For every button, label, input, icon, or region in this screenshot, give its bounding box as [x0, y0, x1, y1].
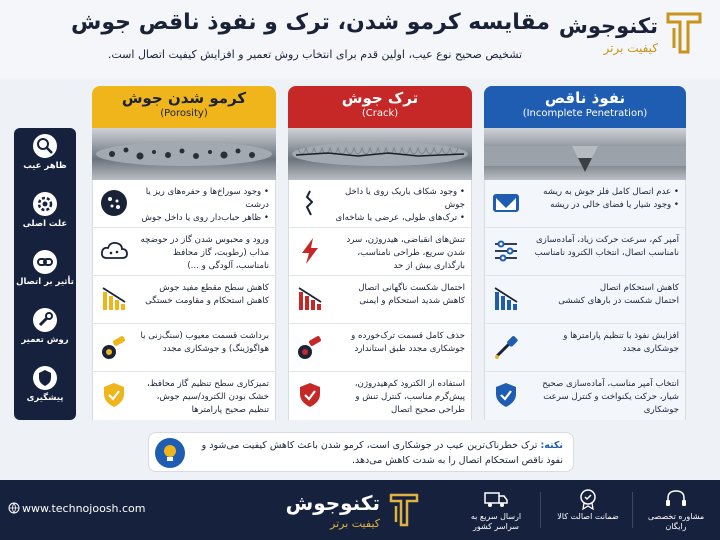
cell-crack-repair: حذف کامل قسمت ترک‌خورده و جوشکاری مجدد طبق استاندارد	[289, 324, 471, 372]
grinder-icon	[99, 332, 129, 362]
cell-porosity-effect: کاهش سطح مقطع مفید جوش کاهش استحکام و مقاومت خستگی	[93, 276, 275, 324]
lightning-icon	[295, 236, 325, 266]
weld-photo-incomplete-penetration	[484, 128, 686, 180]
magnifier-icon	[33, 134, 57, 158]
column-body-crack	[288, 180, 472, 420]
row-labels-sidebar	[14, 128, 76, 420]
row-label-repair: روش تعمیر	[14, 304, 76, 352]
dots-icon	[99, 188, 129, 218]
footer-divider	[632, 492, 633, 528]
header	[0, 0, 720, 78]
lightbulb-icon	[155, 438, 185, 468]
cell-incomplete-repair: افزایش نفوذ با تنظیم پارامترها و جوشکاری مجدد	[485, 324, 685, 372]
column-title: ترک جوش	[341, 89, 419, 107]
note-text	[191, 438, 563, 468]
decline-chart-icon	[295, 284, 325, 314]
shield-check-icon	[99, 380, 129, 410]
brand-logo[interactable]	[558, 8, 704, 58]
page-title: مقایسه کرمو شدن، ترک و نفوذ ناقص جوش	[71, 10, 550, 35]
decline-chart-icon	[491, 284, 521, 314]
feature-free-consulting: مشاوره تخصصی رایگان	[638, 488, 714, 534]
note-label: نکته:	[540, 440, 563, 451]
column-title: کرمو شدن جوش	[121, 89, 247, 107]
wrench-icon	[33, 308, 57, 332]
cell-crack-appearance: • وجود شکاف باریک روی یا داخل جوش • ترک‌های طولی، عرضی یا شاخه‌ای	[289, 180, 471, 228]
sliders-icon	[491, 236, 521, 266]
column-title: نفوذ ناقص	[544, 89, 626, 107]
weld-photo-porosity	[92, 128, 276, 180]
decline-chart-icon	[99, 284, 129, 314]
footer-brand-logo[interactable]	[270, 488, 420, 532]
page-subtitle: تشخیص صحیح نوع عیب، اولین قدم برای انتخاب روش تعمیر و افزایش کیفیت اتصال است.	[107, 48, 523, 61]
feature-authenticity: ضمانت اصالت کالا	[550, 488, 626, 534]
tip-note	[148, 432, 574, 472]
note-body: ترک خطرناک‌ترین عیب در جوشکاری است، کرمو شدن باعث کاهش کیفیت می‌شود و نفوذ ناقص استحکام اتصال را به شدت کاهش می‌دهد.	[201, 440, 563, 466]
cloud-icon	[99, 236, 129, 266]
column-subtitle: (Crack)	[361, 108, 399, 119]
row-label-prevention: پیشگیری	[14, 362, 76, 410]
footer	[0, 480, 720, 540]
cell-porosity-appearance: • وجود سوراخ‌ها و حفره‌های ریز یا درشت • ظاهر حباب‌دار روی یا داخل جوش	[93, 180, 275, 228]
column-header-crack	[288, 86, 472, 128]
column-header-incomplete	[484, 86, 686, 128]
logo-mark-icon	[388, 490, 420, 530]
column-subtitle: (Porosity)	[160, 108, 208, 119]
footer-brand-tagline: کیفیت برتر	[330, 517, 380, 530]
row-label-effect: تأثیر بر اتصال	[14, 246, 76, 294]
cell-porosity-repair: برداشت قسمت معیوب (سنگ‌زنی یا هواگوژینگ) و جوشکاری مجدد	[93, 324, 275, 372]
row-label-appearance: ظاهر عیب	[14, 130, 76, 178]
chain-icon	[33, 250, 57, 274]
shield-icon	[33, 366, 57, 390]
website-link[interactable]: www.technojoosh.com	[22, 502, 146, 515]
cell-crack-cause: تنش‌های انقباضی، هیدروژن، سرد شدن سریع، طراحی نامناسب، بارگذاری بیش از حد	[289, 228, 471, 276]
shield-check-icon	[491, 380, 521, 410]
column-subtitle: (Incomplete Penetration)	[522, 108, 648, 119]
cell-porosity-prevention: تمیزکاری سطح تنظیم گاز محافظ، خشک بودن الکترود/سیم جوش، تنظیم صحیح پارامترها	[93, 372, 275, 420]
brand-name: تکنوجوش	[558, 14, 658, 38]
column-body-incomplete	[484, 180, 686, 420]
groove-icon	[491, 188, 521, 218]
footer-brand-name: تکنوجوش	[285, 491, 380, 515]
cell-incomplete-prevention: انتخاب آمپر مناسب، آماده‌سازی صحیح شیار، حرکت یکنواخت و کنترل سرعت جوشکاری	[485, 372, 685, 420]
footer-divider	[540, 492, 541, 528]
cell-incomplete-effect: کاهش استحکام اتصال احتمال شکست در بارهای کششی	[485, 276, 685, 324]
column-header-porosity	[92, 86, 276, 128]
cell-incomplete-appearance: • عدم اتصال کامل فلز جوش به ریشه • وجود شیار یا فضای خالی در ریشه	[485, 180, 685, 228]
cell-crack-prevention: استفاده از الکترود کم‌هیدروژن، پیش‌گرم مناسب، کنترل تنش و طراحی صحیح اتصال	[289, 372, 471, 420]
shield-check-icon	[295, 380, 325, 410]
headset-icon	[664, 488, 688, 510]
cell-crack-effect: احتمال شکست ناگهانی اتصال کاهش شدید استحکام و ایمنی	[289, 276, 471, 324]
cell-porosity-cause: ورود و محبوس شدن گاز در حوضچه مذاب (رطوبت، گاز محافظ نامناسب، آلودگی و ...)	[93, 228, 275, 276]
truck-icon	[484, 488, 508, 510]
feature-fast-shipping: ارسال سریع به سراسر کشور	[458, 488, 534, 534]
cell-incomplete-cause: آمپر کم، سرعت حرکت زیاد، آماده‌سازی نامناسب اتصال، انتخاب الکترود نامناسب	[485, 228, 685, 276]
welding-torch-icon	[491, 332, 521, 362]
grinder-icon	[295, 332, 325, 362]
crack-line-icon	[295, 188, 325, 218]
weld-photo-crack	[288, 128, 472, 180]
globe-icon	[8, 502, 20, 514]
badge-icon	[576, 488, 600, 510]
brand-tagline: کیفیت برتر	[603, 41, 658, 55]
row-label-cause: علت اصلی	[14, 188, 76, 236]
gear-icon	[33, 192, 57, 216]
logo-mark-icon	[664, 8, 704, 58]
column-body-porosity	[92, 180, 276, 420]
